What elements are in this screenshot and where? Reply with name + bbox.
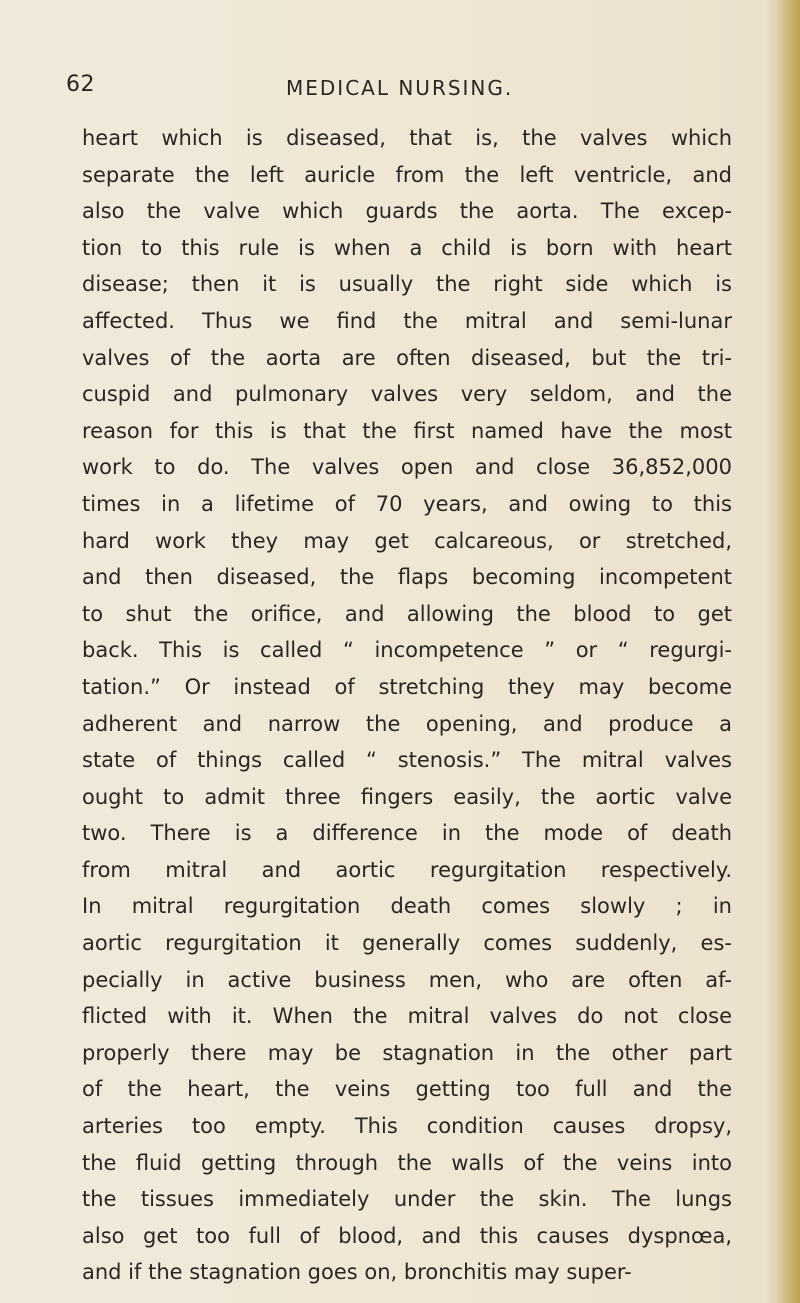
text-line: of the heart, the veins getting too full and the: [82, 1077, 732, 1102]
page-number: 62: [66, 72, 95, 97]
body-text: [82, 120, 732, 1291]
text-line: separate the left auricle from the left ventricle, and: [82, 162, 732, 187]
text-line: aortic regurgitation it generally comes suddenly, es-: [82, 931, 732, 956]
text-line: cuspid and pulmonary valves very seldom, and the: [82, 382, 732, 407]
text-line: the fluid getting through the walls of the veins into: [82, 1150, 732, 1175]
text-line: the tissues immediately under the skin. The lungs: [82, 1187, 732, 1212]
text-line: pecially in active business men, who are often af-: [82, 967, 732, 992]
text-line: also the valve which guards the aorta. The excep-: [82, 199, 732, 224]
page-gutter-shadow: [766, 0, 774, 1303]
text-line: hard work they may get calcareous, or stretched,: [82, 528, 732, 553]
text-line: two. There is a difference in the mode of death: [82, 821, 732, 846]
text-line: ought to admit three fingers easily, the aortic valve: [82, 784, 732, 809]
text-line: and if the stagnation goes on, bronchitis may super-: [82, 1260, 632, 1285]
text-line: tation.” Or instead of stretching they may become: [82, 674, 732, 699]
text-line: In mitral regurgitation death comes slowly ; in: [82, 894, 732, 919]
text-line: properly there may be stagnation in the other part: [82, 1040, 732, 1065]
text-line: disease; then it is usually the right side which is: [82, 272, 732, 297]
running-head: MEDICAL NURSING.: [286, 76, 514, 100]
text-line: work to do. The valves open and close 36,852,000: [82, 455, 732, 480]
text-line: and then diseased, the flaps becoming incompetent: [82, 565, 732, 590]
page-edge: [774, 0, 800, 1303]
text-line: back. This is called “ incompetence ” or “ regurgi-: [82, 638, 732, 663]
text-line: from mitral and aortic regurgitation respectively.: [82, 857, 732, 882]
text-line: arteries too empty. This condition causes dropsy,: [82, 1114, 732, 1139]
text-line: times in a lifetime of 70 years, and owing to this: [82, 491, 732, 516]
text-line: state of things called “ stenosis.” The mitral valves: [82, 748, 732, 773]
text-line: affected. Thus we find the mitral and semi-lunar: [82, 308, 732, 333]
text-line: reason for this is that the first named have the most: [82, 418, 732, 443]
text-line: heart which is diseased, that is, the valves which: [82, 126, 732, 150]
text-line: flicted with it. When the mitral valves do not close: [82, 1004, 732, 1029]
text-line: adherent and narrow the opening, and produce a: [82, 711, 732, 736]
text-line: to shut the orifice, and allowing the blood to get: [82, 601, 732, 626]
text-line: valves of the aorta are often diseased, but the tri-: [82, 345, 732, 370]
text-line: also get too full of blood, and this causes dyspnœa,: [82, 1223, 732, 1248]
page-header: [66, 72, 786, 112]
text-line: tion to this rule is when a child is born with heart: [82, 235, 732, 260]
